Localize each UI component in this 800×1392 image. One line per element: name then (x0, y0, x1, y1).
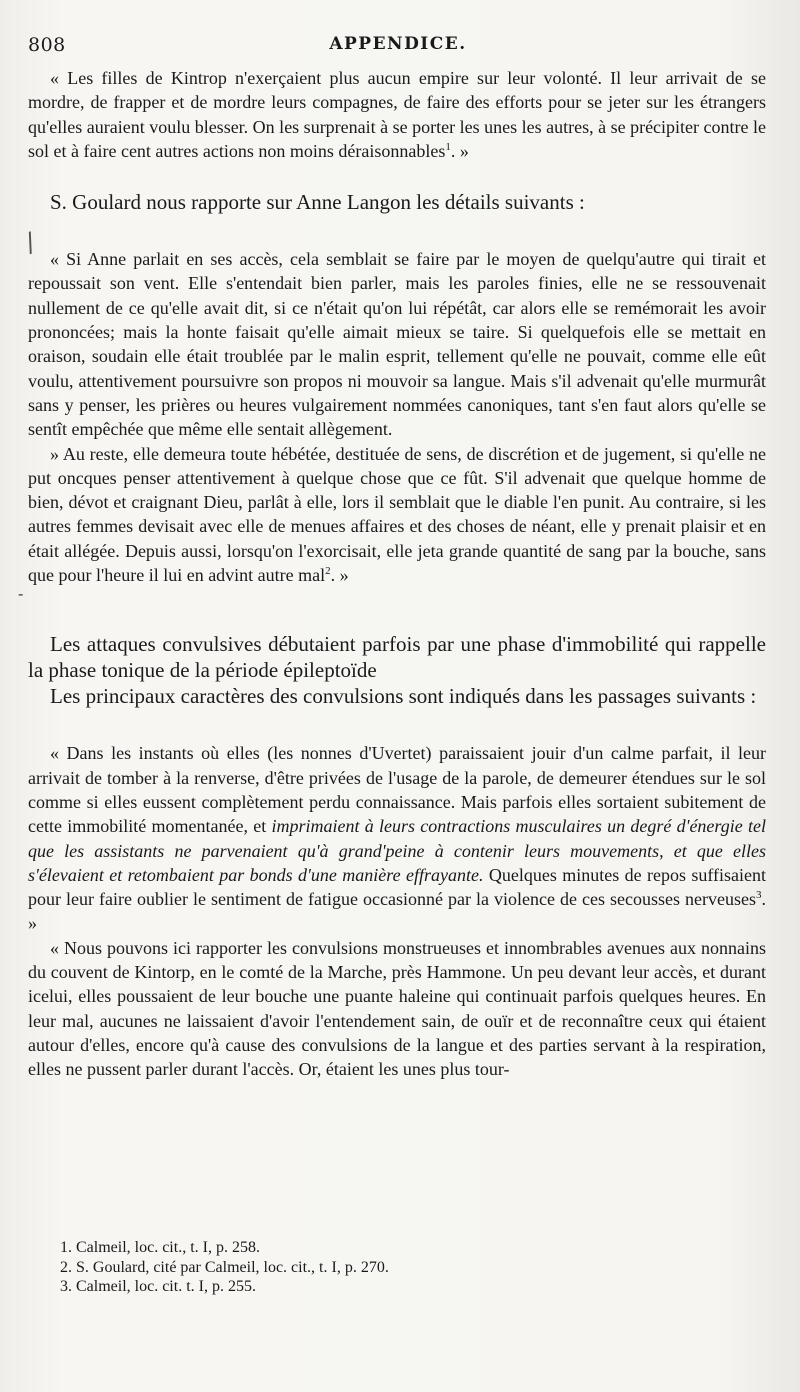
footnote-1: 1. Calmeil, loc. cit., t. I, p. 258. (60, 1239, 260, 1256)
paragraph-kintrop-quote: « Les filles de Kintrop n'exerçaient plus aucun empire sur leur volonté. Il leur arrivait de se mordre, de frapper et de mordre leurs compagnes, de faire des efforts pour se jeter sur les étrangers qu'elles auraient voulu blesser. On les surprenait à se porter les unes les autres, à se précipiter contre le sol et à faire cent autres actions non moins déraisonnables$^1$. » (28, 68, 766, 161)
footnote-ref-2: 2 (325, 565, 331, 578)
paragraph-kintorp-quote: « Nous pouvons ici rapporter les convulsions monstrueuses et innombrables avenues aux nonnains du couvent de Kintorp, en le comté de la Marche, près Hammone. Un peu devant leur accès, et durant icelui, elles poussaient de leur bouche une puante haleine qui continuait parfois quelques heures. En leur mal, aucunes ne laissaient d'avoir l'entendement sain, de ouïr et de reconnaître ceux qui étaient autour d'elles, encore qu'à cause des convulsions de la langue et des parties servant à la respiration, elles ne pussent parler durant l'accès. Or, étaient les unes plus tour- (28, 937, 766, 1080)
paragraph-uvertet-quote: « Dans les instants où elles (les nonnes d'Uvertet) paraissaient jouir d'un calme parfait, il leur arrivait de tomber à la renverse, d'être privées de l'usage de la parole, de demeurer étendues sur le sol comme si elles eussent complètement perdu connaissance. Mais parfois elles sortaient subitement de cette immobilité momentanée, et imprimaient à leurs contractions musculaires un degré d'énergie tel que les assistants ne parvenaient qu'à grand'peine à contenir leurs mouvements, et que elles s'élevaient et retombaient par bonds d'une manière effrayante. Quelques minutes de repos suffisaient pour leur faire oublier le sentiment de fatigue occasionné par la violence de ces secousses nerveuses$^3$. » (28, 743, 766, 934)
paragraph-caracteres: Les principaux caractères des convulsions sont indiqués dans les passages suivants : (50, 684, 757, 709)
footnotes (60, 1238, 740, 1297)
page-header (28, 34, 768, 60)
footnote-ref-3: 3 (756, 889, 762, 902)
italic-passage: imprimaient à leurs contractions musculaires un degré d'énergie tel que les assistants ne parvenaient qu'à grand'peine à contenir leurs mouvements, et que elles s'élevaient et retombaient par bonds d'une manière effrayante. (28, 816, 766, 885)
page-number: 808 (28, 34, 66, 56)
margin-dash-mark: - (18, 584, 24, 603)
footnote-2: 2. S. Goulard, cité par Calmeil, loc. cit., t. I, p. 270. (60, 1258, 389, 1276)
footnote-3: 3. Calmeil, loc. cit. t. I, p. 255. (60, 1278, 256, 1295)
footnote-ref-1: 1 (445, 140, 451, 153)
paragraph-anne-langon-quote: « Si Anne parlait en ses accès, cela semblait se faire par le moyen de quelqu'autre qui tirait et repoussait son vent. Elle s'entendait bien parler, mais les paroles finies, elle ne se ressouvenait nullement de ce qu'elle avait dit, si ce n'était qu'on lui répétât, car alors elle se remémorait les avoir prononcées; mais la honte faisait qu'elle aimait mieux se taire. Si quelquefois elle se mettait en oraison, soudain elle était troublée par le malin esprit, tellement qu'elle ne pouvait, comme elle eût voulu, attentivement poursuivre son propos ni mouvoir sa langue. Mais s'il advenait qu'elle murmurât sans y penser, les prières ou heures vulgairement nommées canoniques, tant s'en faut alors qu'elle se sentît empêchée que même elle sentait allègement. (28, 249, 766, 440)
body-text (28, 66, 766, 1082)
paragraph-attaques: Les attaques convulsives débutaient parfois par une phase d'immobilité qui rappelle la phase tonique de la période épileptoïde (28, 632, 766, 683)
running-title: APPENDICE. (329, 34, 467, 54)
paragraph-goulard-intro: S. Goulard nous rapporte sur Anne Langon les détails suivants : (50, 190, 585, 215)
paragraph-au-reste-quote: » Au reste, elle demeura toute hébétée, destituée de sens, de discrétion et de jugement, si qu'elle ne put oncques penser attentivement à quelque chose que ce fût. S'il advenait que quelque homme de bien, dévot et craignant Dieu, parlât à elle, lors il semblait que le diable l'en punit. Au contraire, si les autres femmes devisait avec elle de menues affaires et des choses de néant, elle y prenait plaisir et en était allégée. Depuis aussi, lorsqu'on l'exorcisait, elle jeta grande quantité de sang par la bouche, sans que pour l'heure il lui en advint autre mal$^2$. » (28, 443, 766, 586)
margin-pencil-mark: / (21, 227, 40, 259)
